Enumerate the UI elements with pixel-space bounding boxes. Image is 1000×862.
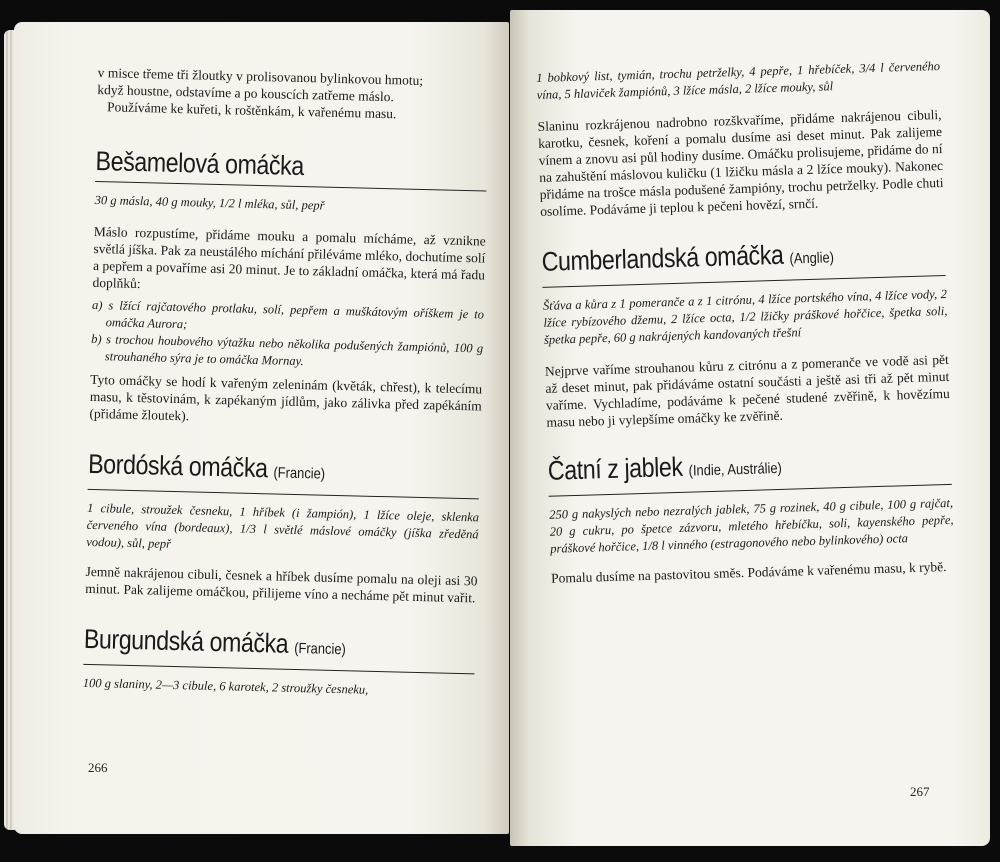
ingredient-list: 100 g slaniny, 2—3 cibule, 6 karotek, 2 stroužky česneku, bbox=[82, 675, 369, 697]
recipe-origin: (Francie) bbox=[293, 639, 346, 659]
recipe-paragraph: Pomalu dusíme na pastovitou směs. Podáváme k vařenému masu, k rybě. bbox=[550, 559, 947, 586]
recipe-title-text: Čatní z jablek bbox=[547, 451, 683, 486]
recipe-title bbox=[83, 623, 475, 675]
recipe-burgundska bbox=[83, 623, 477, 702]
ingredient-list-continued: 1 bobkový list, tymián, trochu petrželky, 4 pepře, 1 hřebíček, 3/4 l červeného vína, 5 hlaviček žampiónů, 3 lžíce másla, 2 lžíce mouky, sůl bbox=[536, 59, 941, 102]
recipe-origin: (Anglie) bbox=[789, 249, 835, 268]
recipe-besamel bbox=[89, 145, 488, 431]
page-number-right: 267 bbox=[910, 784, 930, 799]
ingredient-list: Šťáva a kůra z 1 pomeranče a z 1 citrónu, 4 lžíce portského vína, 4 lžíce vody, 2 lžíce rybízového džemu, 2 lžíce octa, 1/2 lžičky práškové hořčice, špetka soli, špetka pepře, 60 g nakrájených kandovaných třešní bbox=[542, 286, 948, 347]
recipe-title-text: Bešamelová omáčka bbox=[95, 145, 305, 182]
recipe-paragraph: Máslo rozpustíme, přidáme mouku a pomalu mícháme, až vznikne světlá jíška. Pak za neustálého míchání přiléváme mléko, dochutíme solí a pepřem a povaříme asi 20 minut. Je to základní omáčka, která má řadu doplňků: bbox=[92, 223, 486, 292]
recipe-title bbox=[541, 234, 945, 288]
left-page-content bbox=[83, 64, 490, 701]
recipe-paragraph: Nejprve vaříme strouhanou kůru z citrónu a z pomeranče ve vodě asi pět až deset minut, pak přidáváme ostatní součásti a ještě asi tři až pět minut vaříme. Vychladíme, podáváme k pečené studené zvěřině, k hovězímu masu nebo ji vylepšíme omáčky ke zvěřině. bbox=[544, 351, 950, 430]
ingredient-list: 250 g nakyslých nebo nezralých jablek, 75 g rozinek, 40 g cibule, 100 g rajčat, 20 g cukru, po špetce zázvoru, mletého hřebíčku, soli, kayenského pepře, práškové hořčice, 1/8 l vinného (estragonového nebo bylinkového) octa bbox=[548, 495, 954, 556]
recipe-title bbox=[88, 448, 480, 500]
ingredient-list: 30 g másla, 40 g mouky, 1/2 l mléka, sůl, pepř bbox=[94, 192, 325, 213]
intro-line: když houstne, odstavíme a po kouscích zatřeme máslo. bbox=[97, 81, 395, 105]
recipe-title-text: Cumberlandská omáčka bbox=[541, 239, 784, 277]
intro-text bbox=[97, 64, 490, 125]
recipe-cumberland bbox=[541, 234, 950, 431]
left-page bbox=[14, 22, 509, 834]
intro-line: Používáme ke kuřeti, k roštěnkám, k vařenému masu. bbox=[106, 99, 397, 122]
recipe-title-text: Burgundská omáčka bbox=[83, 623, 289, 659]
right-page-content bbox=[536, 58, 955, 593]
intro-line: v misce třeme tři žloutky v prolisovanou bylinkovou hmotu; bbox=[97, 64, 424, 88]
recipe-bordoska bbox=[85, 448, 481, 607]
recipe-title-text: Bordóská omáčka bbox=[87, 448, 268, 484]
recipe-variant: b) s trochou houbového výtažku nebo několika podušených žampiónů, 100 g strouhaného sýra je to omáčka Mornay. bbox=[91, 331, 484, 369]
recipe-origin: (Francie) bbox=[273, 464, 326, 483]
recipe-catni bbox=[547, 443, 955, 587]
recipe-origin: (Indie, Austrálie) bbox=[688, 459, 783, 480]
recipe-variant: a) s lžící rajčatového protlaku, solí, pepřem a muškátovým oříškem je to omáčka Aurora; bbox=[91, 297, 485, 332]
recipe-paragraph: Jemně nakrájenou cibuli, česnek a hříbek dusíme pomalu na oleji asi 30 minut. Pak zalijeme omáčkou, přilijeme víno a necháme pět minut vařit. bbox=[85, 563, 478, 606]
page-number-left: 266 bbox=[88, 760, 108, 775]
recipe-paragraph: Slaninu rozkrájenou nadrobno rozškvaříme, přidáme nakrájenou cibuli, karotku, česnek, koření a pomalu dusíme asi deset minut. Pak zalijeme vínem a znovu asi půl hodiny dusíme. Omáčku prolisujeme, přidáme do ní na zahuštění máslovou kuličku (1 lžičku másla a 2 lžíce mouky). Nakonec přidáme na trošce másla podušené žampióny, trochu petrželky. Podle chuti osolíme. Podáváme ji teplou k pečeni hovězí, srnčí. bbox=[537, 106, 944, 219]
recipe-title bbox=[95, 145, 487, 192]
recipe-paragraph: Tyto omáčky se hodí k vařeným zeleninám (květák, chřest), k telecímu masu, k těstovinám, k zapékaným jídlům, jako zálivka před zapékáním (přidáme žloutek). bbox=[89, 371, 483, 424]
ingredient-list: 1 cibule, stroužek česneku, 1 hříbek (i žampión), 1 lžíce oleje, sklenka červeného vína (bordeaux), 1/3 l světlé máslové omáčky (jíška zředěná vodou), sůl, pepř bbox=[86, 500, 480, 551]
recipe-title bbox=[547, 443, 951, 497]
right-page bbox=[510, 10, 990, 846]
